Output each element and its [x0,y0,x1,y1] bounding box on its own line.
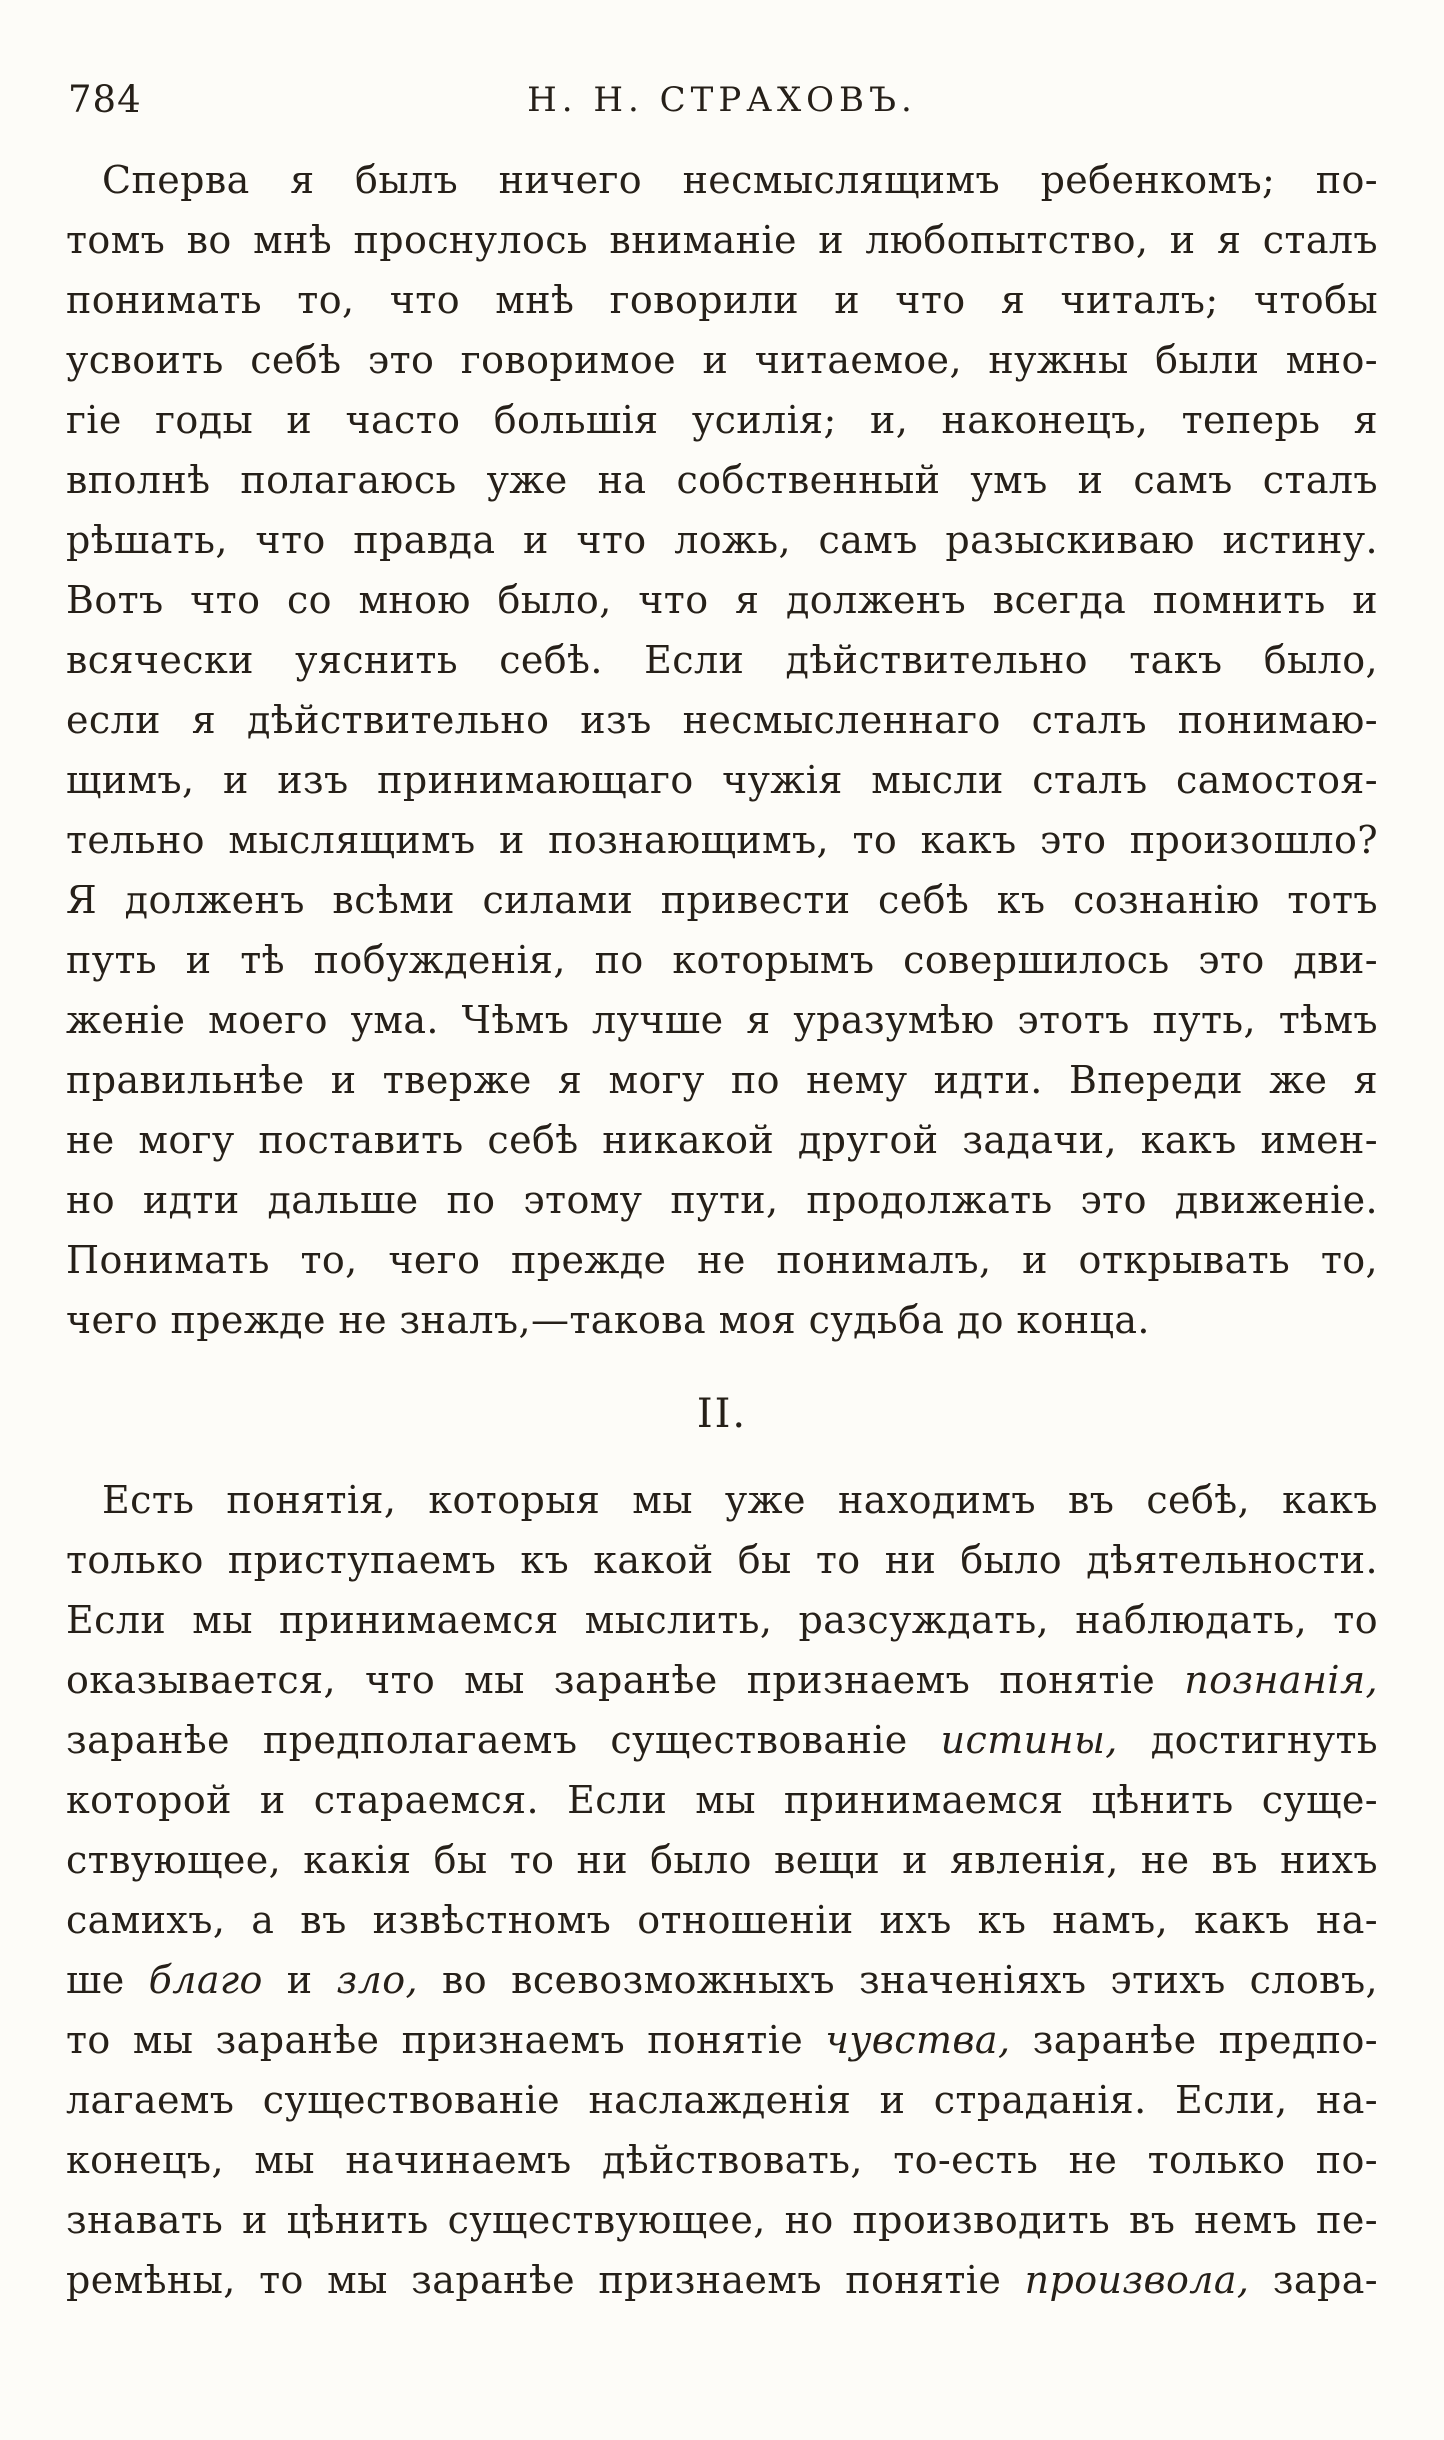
text-line: вполнѣ полагаюсь уже на собственный умъ и самъ сталъ [66,458,1378,502]
text-line: правильнѣе и тверже я могу по нему идти. Впереди же я [66,1058,1378,1102]
text-line: конецъ, мы начинаемъ дѣйствовать, то-есть не только по- [66,2138,1378,2182]
page-number: 784 [68,78,142,121]
text-line: ремѣны, то мы заранѣе признаемъ понятіе произвола, зара- [66,2258,1378,2302]
text-line: но идти дальше по этому пути, продолжать это движеніе. [66,1178,1378,1222]
text-line: щимъ, и изъ принимающаго чужія мысли сталъ самостоя- [66,758,1378,802]
text-line: женіе моего ума. Чѣмъ лучше я уразумѣю этотъ путь, тѣмъ [66,998,1378,1042]
header-title: Н. Н. СТРАХОВЪ. [527,80,917,120]
text-line: гіе годы и часто большія усилія; и, наконецъ, теперь я [66,398,1378,442]
text-line: Есть понятія, которыя мы уже находимъ въ себѣ, какъ [102,1478,1378,1522]
text-line: ствующее, какія бы то ни было вещи и явленія, не въ нихъ [66,1838,1378,1882]
text-line: заранѣе предполагаемъ существованіе истины, достигнуть [66,1718,1378,1762]
text-line: всячески уяснить себѣ. Если дѣйствительно такъ было, [66,638,1378,682]
text-line: которой и стараемся. Если мы принимаемся цѣнить суще- [66,1778,1378,1822]
text-line: то мы заранѣе признаемъ понятіе чувства, заранѣе предпо- [66,2018,1378,2062]
text-line: Вотъ что со мною было, что я долженъ всегда помнить и [66,578,1378,622]
paragraph [66,1470,1378,2310]
text-line: Я долженъ всѣми силами привести себѣ къ сознанію тотъ [66,878,1378,922]
page-body [66,150,1378,2310]
text-line: не могу поставить себѣ никакой другой задачи, какъ имен- [66,1118,1378,1162]
text-line: тельно мыслящимъ и познающимъ, то какъ это произошло? [66,818,1378,862]
text-line: рѣшать, что правда и что ложь, самъ разыскиваю истину. [66,518,1378,562]
text-line: томъ во мнѣ проснулось вниманіе и любопытство, и я сталъ [66,218,1378,262]
text-line: оказывается, что мы заранѣе признаемъ понятіе познанія, [66,1658,1378,1702]
paragraph [66,150,1378,1350]
text-line: усвоить себѣ это говоримое и читаемое, нужны были мно- [66,338,1378,382]
text-line: самихъ, а въ извѣстномъ отношеніи ихъ къ намъ, какъ на- [66,1898,1378,1942]
text-line: знавать и цѣнить существующее, но производить въ немъ пе- [66,2198,1378,2242]
text-line: чего прежде не зналъ,—такова моя судьба до конца. [66,1298,1150,1342]
text-line: ше благо и зло, во всевозможныхъ значеніяхъ этихъ словъ, [66,1958,1378,2002]
text-line: только приступаемъ къ какой бы то ни было дѣятельности. [66,1538,1378,1582]
text-line: понимать то, что мнѣ говорили и что я читалъ; чтобы [66,278,1378,322]
text-line: Сперва я былъ ничего несмыслящимъ ребенкомъ; по- [102,158,1378,202]
text-line: лагаемъ существованіе наслажденія и страданія. Если, на- [66,2078,1378,2122]
running-head [66,78,1378,124]
text-line: Понимать то, чего прежде не понималъ, и открывать то, [66,1238,1378,1282]
text-line: Если мы принимаемся мыслить, разсуждать, наблюдать, то [66,1598,1378,1642]
text-line: если я дѣйствительно изъ несмысленнаго сталъ понимаю- [66,698,1378,742]
section-heading: II. [696,1391,748,1437]
text-line: путь и тѣ побужденія, по которымъ совершилось это дви- [66,938,1378,982]
